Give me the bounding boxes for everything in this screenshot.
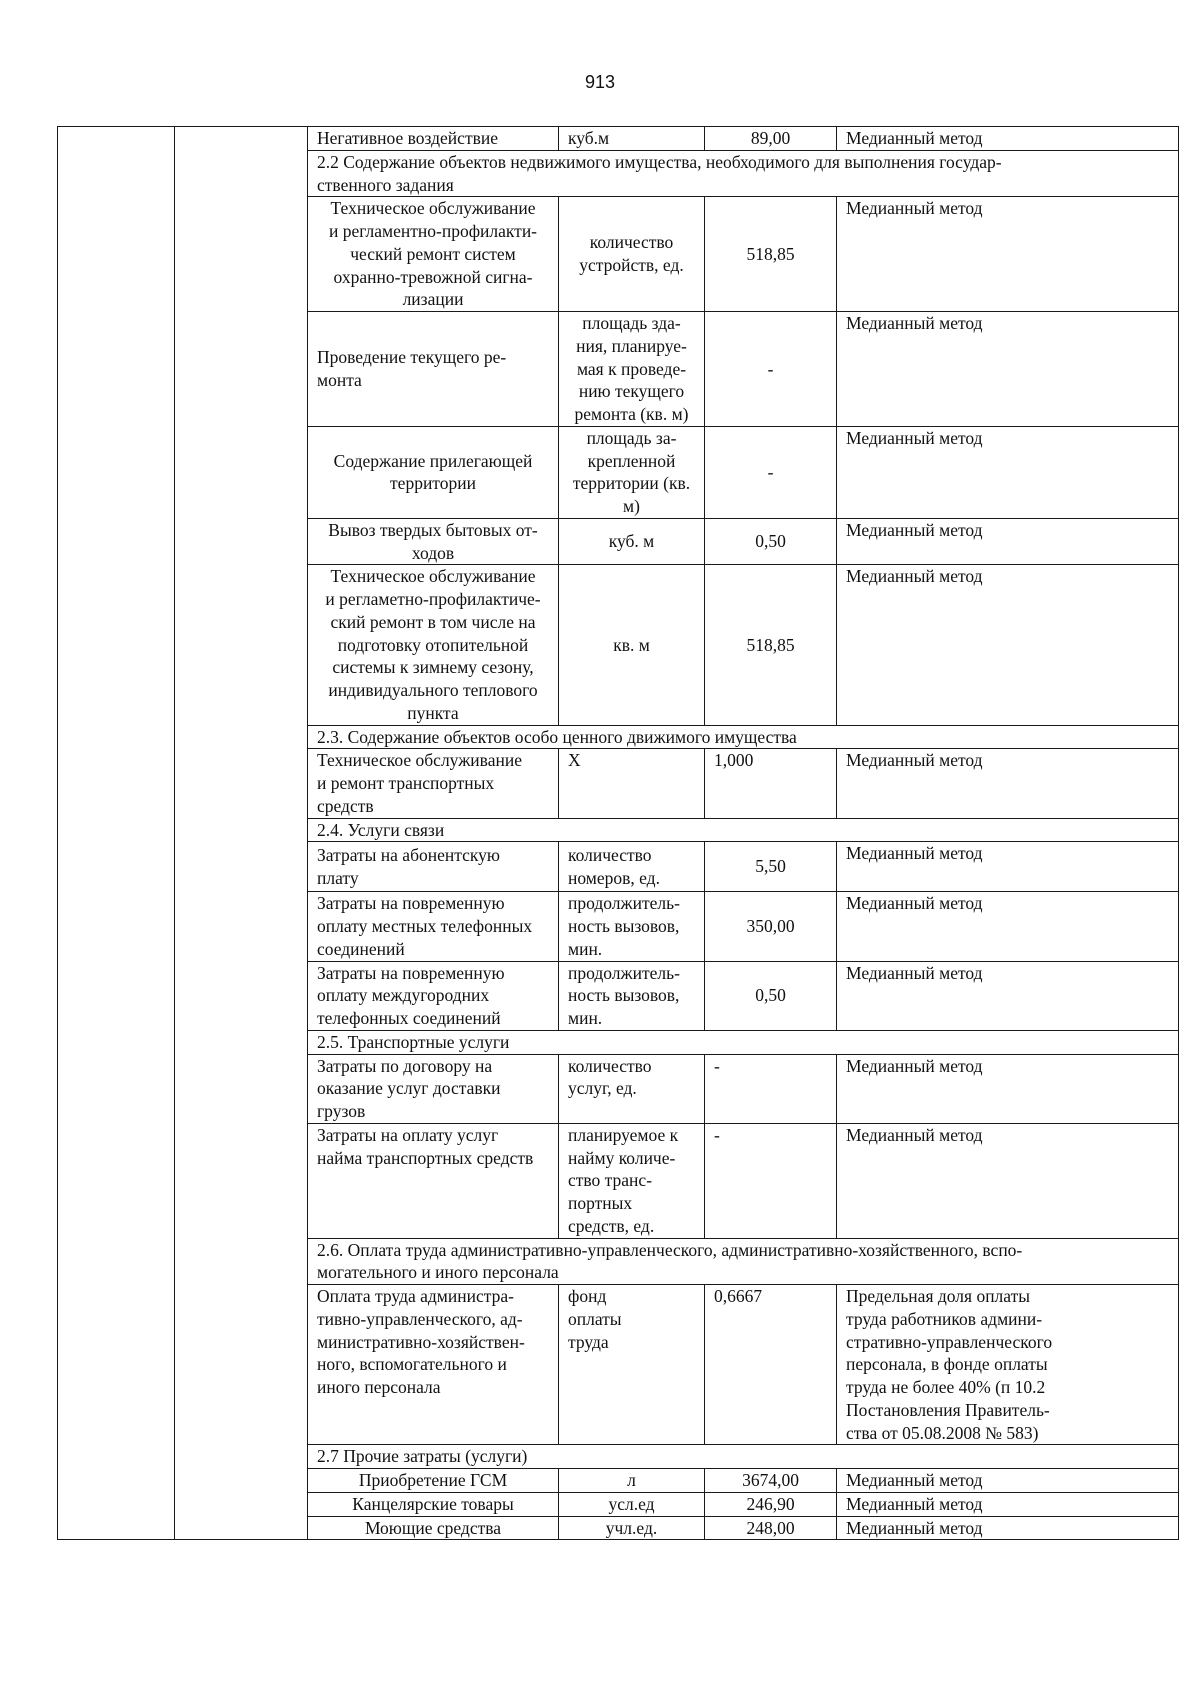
calculation-method: Медианный метод	[837, 518, 1179, 565]
calculation-method: Медианный метод	[837, 1054, 1179, 1123]
unit-of-measure: усл.ед	[559, 1492, 705, 1516]
calculation-method: Медианный метод	[837, 312, 1179, 427]
cost-item-name: Оплата труда администра- тивно-управленческого, ад- министративно-хозяйствен- ного, вспомогательного и иного персонала	[308, 1285, 559, 1445]
section-heading: 2.4. Услуги связи	[308, 818, 1179, 842]
unit-of-measure: продолжитель- ность вызовов, мин.	[559, 892, 705, 961]
norm-value: 3674,00	[705, 1469, 837, 1493]
norm-value: 1,000	[705, 749, 837, 818]
unit-of-measure: продолжитель- ность вызовов, мин.	[559, 961, 705, 1030]
calculation-method: Медианный метод	[837, 842, 1179, 892]
calculation-method: Медианный метод	[837, 197, 1179, 312]
empty-column-2	[175, 127, 308, 1540]
calculation-method: Медианный метод	[837, 1469, 1179, 1493]
calculation-method: Медианный метод	[837, 565, 1179, 725]
unit-of-measure: л	[559, 1469, 705, 1493]
cost-item-name: Канцелярские товары	[308, 1492, 559, 1516]
calculation-method: Медианный метод	[837, 749, 1179, 818]
cost-item-name: Затраты на оплату услуг найма транспортных средств	[308, 1123, 559, 1238]
norm-value: -	[705, 1054, 837, 1123]
norm-value: -	[705, 312, 837, 427]
cost-item-name: Затраты на повременную оплату междугородних телефонных соединений	[308, 961, 559, 1030]
section-heading: 2.5. Транспортные услуги	[308, 1030, 1179, 1054]
section-heading: 2.3. Содержание объектов особо ценного движимого имущества	[308, 725, 1179, 749]
unit-of-measure: планируемое к найму количе- ство транс- портных средств, ед.	[559, 1123, 705, 1238]
page-number: 913	[584, 72, 616, 92]
unit-of-measure: площадь зда- ния, планируе- мая к проведе- нию текущего ремонта (кв. м)	[559, 312, 705, 427]
cost-item-name: Содержание прилегающей территории	[308, 426, 559, 518]
cost-item-name: Техническое обслуживание и регламетно-профилактиче- ский ремонт в том числе на подготовку отопительной системы к зимнему сезону, индивидуального теплового пункта	[308, 565, 559, 725]
cost-item-name: Техническое обслуживание и ремонт транспортных средств	[308, 749, 559, 818]
cost-item-name: Техническое обслуживание и регламентно-профилакти- ческий ремонт систем охранно-тревожной сигна- лизации	[308, 197, 559, 312]
calculation-method: Медианный метод	[837, 1516, 1179, 1540]
norm-value: -	[705, 1123, 837, 1238]
calculation-method: Медианный метод	[837, 1492, 1179, 1516]
norm-value: 518,85	[705, 197, 837, 312]
norm-value: 350,00	[705, 892, 837, 961]
norm-value: -	[705, 426, 837, 518]
unit-of-measure: куб.м	[559, 127, 705, 151]
section-heading: 2.2 Содержание объектов недвижимого имущества, необходимого для выполнения государ- ственного задания	[308, 150, 1179, 197]
calculation-method: Медианный метод	[837, 127, 1179, 151]
cost-item-name: Затраты по договору на оказание услуг доставки грузов	[308, 1054, 559, 1123]
norm-value: 518,85	[705, 565, 837, 725]
cost-item-name: Проведение текущего ре- монта	[308, 312, 559, 427]
cost-item-name: Затраты на абонентскую плату	[308, 842, 559, 892]
norm-value: 0,6667	[705, 1285, 837, 1445]
unit-of-measure: площадь за- крепленной территории (кв. м)	[559, 426, 705, 518]
unit-of-measure: X	[559, 749, 705, 818]
calculation-method: Медианный метод	[837, 892, 1179, 961]
norm-value: 5,50	[705, 842, 837, 892]
empty-column-1	[58, 127, 175, 1540]
calculation-method: Медианный метод	[837, 1123, 1179, 1238]
unit-of-measure: кв. м	[559, 565, 705, 725]
cost-item-name: Затраты на повременную оплату местных телефонных соединений	[308, 892, 559, 961]
norm-value: 0,50	[705, 518, 837, 565]
unit-of-measure: количество услуг, ед.	[559, 1054, 705, 1123]
cost-item-name: Негативное воздействие	[308, 127, 559, 151]
cost-item-name: Моющие средства	[308, 1516, 559, 1540]
cost-item-name: Приобретение ГСМ	[308, 1469, 559, 1493]
calculation-method: Медианный метод	[837, 961, 1179, 1030]
unit-of-measure: учл.ед.	[559, 1516, 705, 1540]
unit-of-measure: куб. м	[559, 518, 705, 565]
norm-value: 89,00	[705, 127, 837, 151]
cost-norms-table	[57, 126, 1179, 1540]
unit-of-measure: количество номеров, ед.	[559, 842, 705, 892]
calculation-method: Медианный метод	[837, 426, 1179, 518]
norm-value: 246,90	[705, 1492, 837, 1516]
norm-value: 0,50	[705, 961, 837, 1030]
unit-of-measure: количество устройств, ед.	[559, 197, 705, 312]
calculation-method: Предельная доля оплаты труда работников админи- стративно-управленческого персонала, в фонде оплаты труда не более 40% (п 10.2 Постановления Правитель- ства от 05.08.2008 № 583)	[837, 1285, 1179, 1445]
section-heading: 2.7 Прочие затраты (услуги)	[308, 1445, 1179, 1469]
norm-value: 248,00	[705, 1516, 837, 1540]
table-row	[58, 127, 1179, 151]
section-heading: 2.6. Оплата труда административно-управленческого, административно-хозяйственного, вспо- могательного и иного персонала	[308, 1238, 1179, 1285]
cost-item-name: Вывоз твердых бытовых от- ходов	[308, 518, 559, 565]
unit-of-measure: фонд оплаты труда	[559, 1285, 705, 1445]
